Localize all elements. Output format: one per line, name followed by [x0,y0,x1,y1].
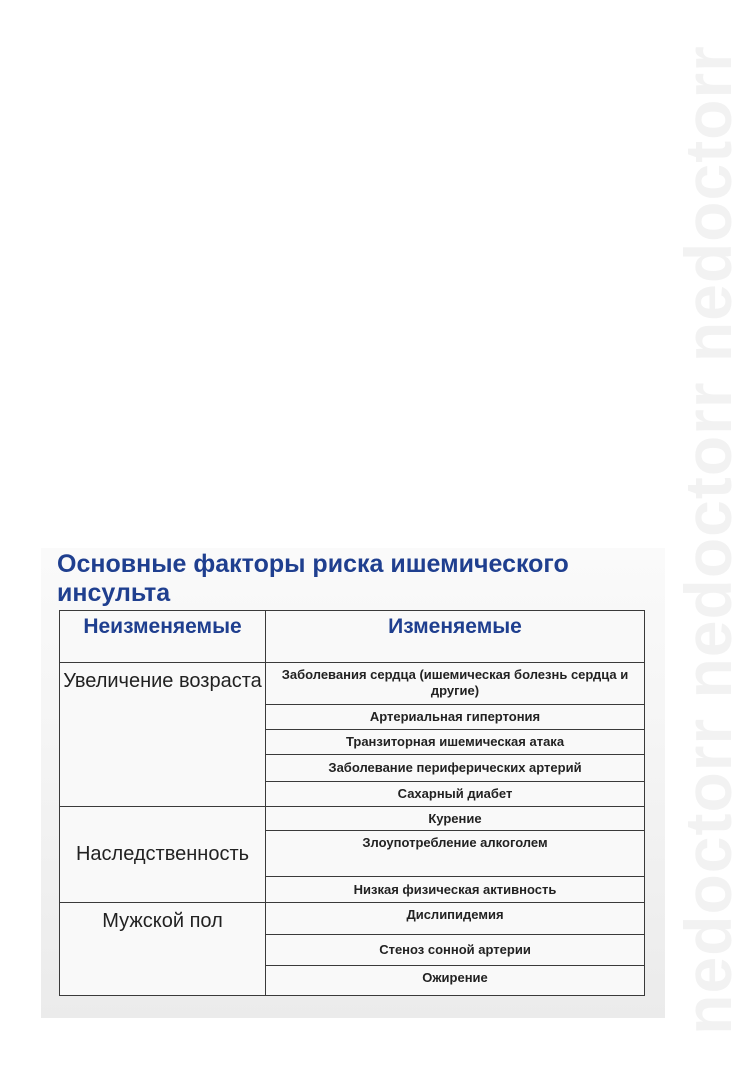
modifiable-hypertension: Артериальная гипертония [266,705,645,730]
modifiable-tia: Транзиторная ишемическая атака [266,730,645,755]
modifiable-heart-disease: Заболевания сердца (ишемическая болезнь сердца и другие) [266,663,645,705]
modifiable-obesity: Ожирение [266,966,645,996]
table-header-row [60,611,645,663]
risk-factors-table [59,610,645,996]
non-modifiable-heredity: Наследственность [60,807,266,903]
modifiable-diabetes: Сахарный диабет [266,782,645,807]
slide [41,548,665,1018]
modifiable-smoking: Курение [266,807,645,831]
modifiable-carotid-stenosis: Стеноз сонной артерии [266,935,645,966]
modifiable-alcohol: Злоупотребление алкоголем [266,831,645,877]
modifiable-dyslipidemia: Дислипидемия [266,903,645,935]
table-row [60,663,645,705]
modifiable-low-activity: Низкая физическая активность [266,877,645,903]
watermark-text: nedoctorr nedoctorr nedoctorr [670,45,745,1035]
table-row [60,903,645,935]
header-modifiable: Изменяемые [266,611,645,663]
non-modifiable-male-sex: Мужской пол [60,903,266,996]
non-modifiable-age: Увеличение возраста [60,663,266,807]
modifiable-peripheral-artery: Заболевание периферических артерий [266,755,645,782]
watermark [665,0,750,1080]
header-non-modifiable: Неизменяемые [60,611,266,663]
table-row [60,807,645,831]
slide-title: Основные факторы риска ишемического инсульта [57,550,569,607]
